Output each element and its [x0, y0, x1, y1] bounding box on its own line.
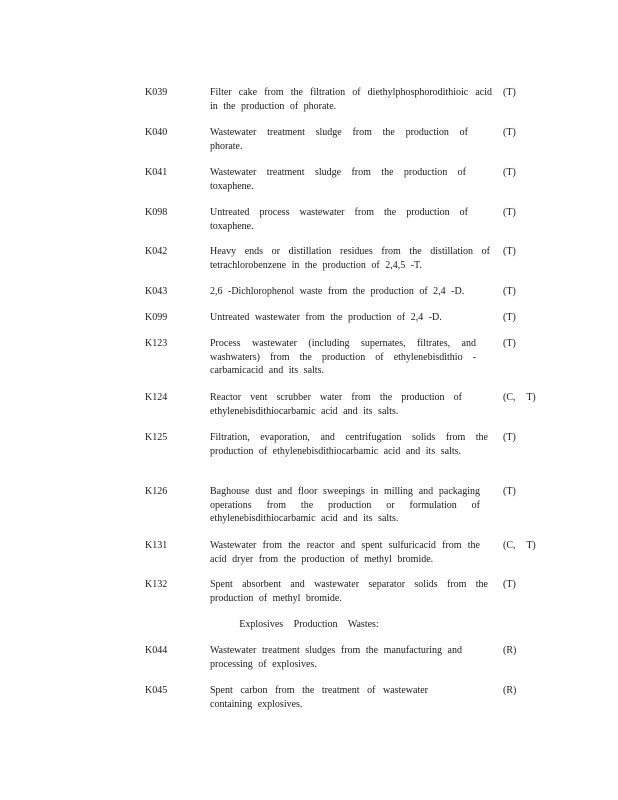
waste-description: Process wastewater (including supernates, filtrates, and washwaters) from the production of ethylenebisdithio - carbamicacid and its salts. — [210, 338, 476, 376]
waste-code: K042 — [145, 246, 168, 257]
waste-code: K125 — [145, 432, 168, 443]
hazard-code: (T) — [503, 87, 516, 98]
waste-description: Untreated process wastewater from the production of toxaphene. — [210, 207, 468, 232]
waste-description: Spent carbon from the treatment of wastewater containing explosives. — [210, 685, 428, 710]
waste-description: Wastewater from the reactor and spent sulfuricacid from the acid dryer from the production of methyl bromide. — [210, 540, 480, 565]
hazard-code: (T) — [503, 338, 516, 349]
waste-description: 2,6 -Dichlorophenol waste from the production of 2,4 -D. — [210, 286, 465, 297]
hazard-code: (T) — [503, 246, 516, 257]
waste-code: K043 — [145, 286, 168, 297]
waste-code: K123 — [145, 338, 168, 349]
waste-code: K045 — [145, 685, 168, 696]
waste-code: K132 — [145, 579, 168, 590]
waste-code: K098 — [145, 207, 168, 218]
hazard-code: (T) — [503, 312, 516, 323]
waste-description: Baghouse dust and floor sweepings in milling and packaging operations from the production or formulation of ethylenebisdithiocarbamic acid and its salts. — [210, 486, 480, 524]
hazard-code: (C, T) — [503, 392, 536, 403]
hazard-code: (R) — [503, 645, 517, 656]
waste-code: K039 — [145, 87, 168, 98]
hazard-code: (T) — [503, 207, 516, 218]
hazard-code: (T) — [503, 486, 516, 497]
waste-code: K041 — [145, 167, 168, 178]
section-heading: Explosives Production Wastes: — [239, 619, 379, 630]
hazard-code: (C, T) — [503, 540, 536, 551]
hazard-code: (T) — [503, 286, 516, 297]
hazard-code: (T) — [503, 579, 516, 590]
waste-code: K126 — [145, 486, 168, 497]
waste-code: K040 — [145, 127, 168, 138]
waste-description: Filtration, evaporation, and centrifugation solids from the production of ethylenebisdithiocarbamic acid and its salts. — [210, 432, 488, 457]
waste-description: Untreated wastewater from the production of 2,4 -D. — [210, 312, 442, 323]
waste-code: K044 — [145, 645, 168, 656]
waste-description: Reactor vent scrubber water from the production of ethylenebisdithiocarbamic acid and its salts. — [210, 392, 462, 417]
hazard-code: (T) — [503, 167, 516, 178]
hazard-code: (T) — [503, 432, 516, 443]
waste-description: Filter cake from the filtration of diethylphosphorodithioic acid in the production of phorate. — [210, 87, 492, 112]
waste-description: Wastewater treatment sludge from the production of phorate. — [210, 127, 468, 152]
waste-description: Wastewater treatment sludge from the production of toxaphene. — [210, 167, 466, 192]
hazard-code: (T) — [503, 127, 516, 138]
waste-description: Heavy ends or distillation residues from the distillation of tetrachlorobenzene in the production of 2,4,5 -T. — [210, 246, 490, 271]
waste-code: K131 — [145, 540, 168, 551]
waste-description: Spent absorbent and wastewater separator solids from the production of methyl bromide. — [210, 579, 488, 604]
waste-code: K124 — [145, 392, 168, 403]
waste-description: Wastewater treatment sludges from the manufacturing and processing of explosives. — [210, 645, 462, 670]
hazard-code: (R) — [503, 685, 517, 696]
waste-code: K099 — [145, 312, 168, 323]
